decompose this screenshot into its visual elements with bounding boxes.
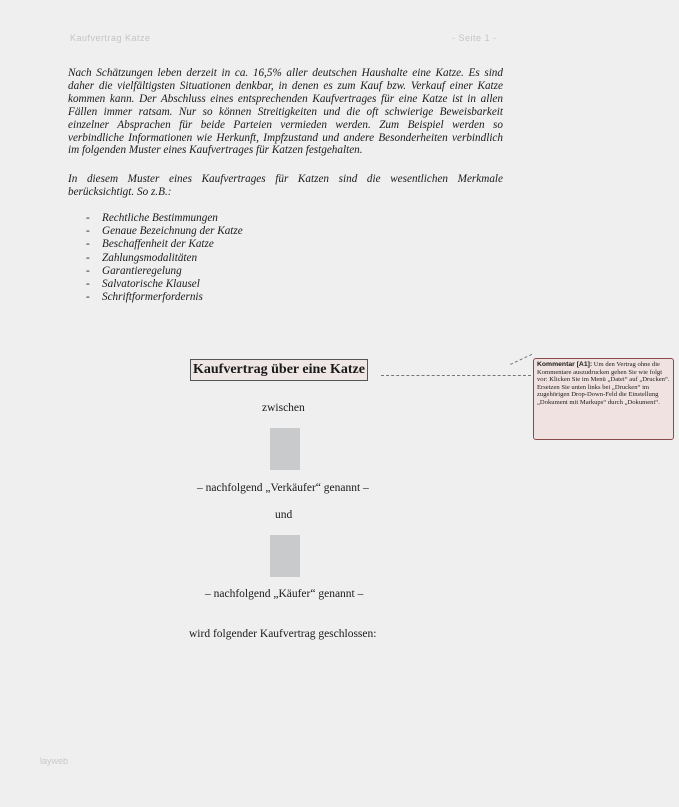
contract-title[interactable]: Kaufvertrag über eine Katze: [190, 359, 368, 381]
list-item: [86, 212, 243, 225]
comment-label: Kommentar [A1]:: [537, 361, 593, 368]
intro-paragraph-1: Nach Schätzungen leben derzeit in ca. 16,5% aller deutschen Haushalte eine Katze. Es sind daher die vielfältigsten Situationen denkbar, in denen es zum Kauf bzw. Verkauf einer Katze kommen kann. Der Abschluss eines entsprechenden Kaufvertrages für eine Katze ist in allen Fällen immer ratsam. Nur so können Streitigkeiten und die oft schwierige Beweisbarkeit einzelner Absprachen für beide Parteien vermieden werden. Zum Beispiel werden so verbindliche Informationen wie Herkunft, Impfzustand und andere Besonderheiten verbindlich im folgenden Muster eines Kaufvertrages für Katzen festgehalten.: [68, 67, 503, 157]
list-item: [86, 265, 243, 278]
list-item: [86, 278, 243, 291]
list-dash: -: [86, 251, 90, 264]
list-dash: -: [86, 264, 90, 277]
list-dash: -: [86, 278, 90, 291]
buyer-line: – nachfolgend „Käufer“ genannt –: [205, 588, 364, 600]
seller-placeholder-field[interactable]: [270, 428, 300, 470]
intro-paragraph-2: In diesem Muster eines Kaufvertrages für Katzen sind die wesentlichen Merkmale berücksichtigt. So z.B.:: [68, 173, 503, 198]
header-title: Kaufvertrag Katze: [70, 33, 151, 43]
list-item-label: Garantieregelung: [102, 264, 182, 277]
list-item: [86, 252, 243, 265]
comment-balloon[interactable]: [533, 358, 674, 440]
list-item: [86, 225, 243, 238]
list-dash: -: [86, 291, 90, 304]
list-item-label: Beschaffenheit der Katze: [102, 238, 214, 251]
and-text: und: [275, 509, 293, 521]
list-item: [86, 238, 243, 251]
list-item: [86, 291, 243, 304]
seller-line: – nachfolgend „Verkäufer“ genannt –: [197, 482, 369, 494]
buyer-placeholder-field[interactable]: [270, 535, 300, 577]
list-dash: -: [86, 238, 90, 251]
footer-watermark: layweb: [40, 756, 69, 766]
header-page-number: - Seite 1 -: [452, 33, 497, 43]
list-item-label: Salvatorische Klausel: [102, 278, 200, 291]
list-item-label: Genaue Bezeichnung der Katze: [102, 225, 243, 238]
comment-connector: [381, 375, 531, 376]
closing-text: wird folgender Kaufvertrag geschlossen:: [189, 628, 377, 640]
list-dash: -: [86, 225, 90, 238]
features-list: [86, 212, 243, 304]
list-item-label: Rechtliche Bestimmungen: [102, 212, 218, 224]
comment-text: Um den Vertrag ohne die Kommentare auszudrucken gehen Sie wie folgt vor: Klicken Sie im Menü „Datei“ auf „Drucken“. Ersetzen Sie unten links bei „Drucken“ im zugehörigen Drop-Down-Feld die Einstellung „Dokument mit Markups“ durch „Dokument“.: [537, 361, 670, 406]
between-text: zwischen: [262, 402, 305, 414]
comment-connector-diagonal: [510, 354, 532, 365]
list-item-label: Zahlungsmodalitäten: [102, 251, 198, 264]
list-dash: -: [86, 212, 90, 224]
list-item-label: Schriftformerfordernis: [102, 291, 203, 304]
